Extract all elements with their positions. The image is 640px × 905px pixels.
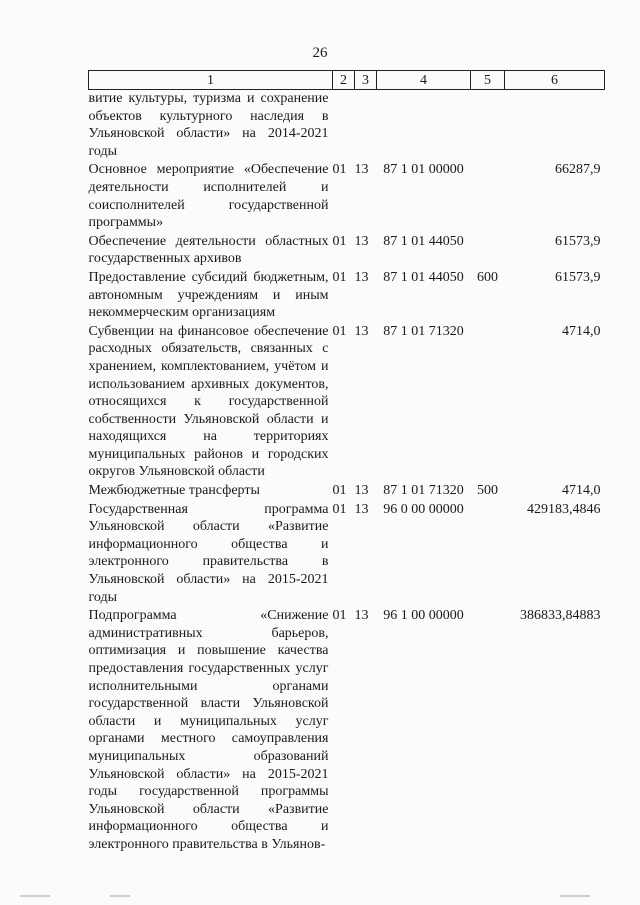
row-target-code: 87 1 01 44050 [383, 233, 464, 249]
row-section: 01 [332, 233, 347, 249]
table-row [89, 160, 605, 231]
row-subsection: 13 [354, 269, 369, 285]
table-header-row [89, 71, 605, 90]
row-expense-type [471, 232, 505, 268]
row-amount: 429183,4846 [527, 501, 601, 517]
row-subsection [355, 90, 377, 161]
row-amount: 61573,9 [555, 269, 601, 285]
scan-artifact [110, 895, 130, 897]
row-expense-type [471, 160, 505, 231]
row-expense-type: 500 [477, 483, 498, 499]
row-name: Субвенции на финансовое обеспечение расходных обязательств, связанных с хранением, комплектованием, учётом и использованием архивных документов, относящихся к государственной собственности Ульяновской области и находящихся на территориях муниципальных районов и городских округов Ульяновской области [88, 323, 329, 480]
row-amount: 61573,9 [555, 233, 601, 249]
row-amount: 386833,84883 [520, 608, 601, 624]
row-subsection: 13 [354, 323, 369, 339]
header-col-3: 3 [355, 71, 377, 90]
row-amount [505, 90, 605, 161]
row-subsection: 13 [354, 162, 369, 178]
row-name: Межбюджетные трансферты [88, 483, 260, 499]
scan-artifact [20, 895, 50, 897]
header-col-4: 4 [377, 71, 471, 90]
row-target-code: 87 1 01 71320 [383, 323, 464, 339]
row-section: 01 [332, 323, 347, 339]
row-amount: 4714,0 [562, 483, 601, 499]
row-section: 01 [332, 162, 347, 178]
row-subsection: 13 [354, 608, 369, 624]
row-target-code [377, 90, 471, 161]
table-row [89, 232, 605, 268]
table-row [89, 481, 605, 500]
row-expense-type [471, 322, 505, 481]
header-col-1: 1 [89, 71, 333, 90]
table-row [89, 322, 605, 481]
row-section: 01 [332, 501, 347, 517]
row-target-code: 87 1 01 71320 [383, 483, 464, 499]
row-amount: 4714,0 [562, 323, 601, 339]
row-name: Основное мероприятие «Обеспечение деятельности исполнителей и соисполнителей государственной программы» [88, 162, 329, 231]
header-col-2: 2 [333, 71, 355, 90]
row-section: 01 [332, 483, 347, 499]
budget-table [88, 70, 605, 854]
row-subsection: 13 [354, 501, 369, 517]
row-section: 01 [332, 269, 347, 285]
header-col-5: 5 [471, 71, 505, 90]
row-expense-type [471, 500, 505, 607]
row-target-code: 87 1 01 44050 [383, 269, 464, 285]
table-row [89, 268, 605, 322]
row-name: витие культуры, туризма и сохранение объектов культурного наследия в Ульяновской области» на 2014-2021 годы [88, 91, 329, 159]
row-expense-type: 600 [477, 269, 498, 285]
row-name: Государственная программа Ульяновской области «Развитие информационного общества и электронного правительства в Ульяновской области» на 2015-2021 годы [88, 501, 329, 605]
row-expense-type [471, 606, 505, 853]
row-expense-type [471, 90, 505, 161]
row-name: Подпрограмма «Снижение административных барьеров, оптимизация и повышение качества предоставления государственных услуг исполнительными органами государственной власти Ульяновской области и муниципальных услуг органами местного самоуправления муниципальных образований Ульяновской области» на 2015-2021 годы государственной программы Ульяновской области «Развитие информационного общества и электронного правительства в Ульянов- [88, 608, 329, 852]
row-target-code: 96 1 00 00000 [383, 608, 464, 624]
row-subsection: 13 [354, 233, 369, 249]
table-row [89, 500, 605, 607]
row-target-code: 87 1 01 00000 [383, 162, 464, 178]
page-number: 26 [312, 45, 328, 61]
header-col-6: 6 [505, 71, 605, 90]
scan-artifact [560, 895, 590, 897]
row-section: 01 [332, 608, 347, 624]
row-target-code: 96 0 00 00000 [383, 501, 464, 517]
row-subsection: 13 [354, 483, 369, 499]
row-name: Предоставление субсидий бюджетным, автономным учреждениям и иным некоммерческим организациям [88, 269, 329, 321]
row-name: Обеспечение деятельности областных государственных архивов [88, 233, 329, 267]
row-section [333, 90, 355, 161]
table-row [89, 606, 605, 853]
row-amount: 66287,9 [555, 162, 601, 178]
table-row [89, 90, 605, 161]
